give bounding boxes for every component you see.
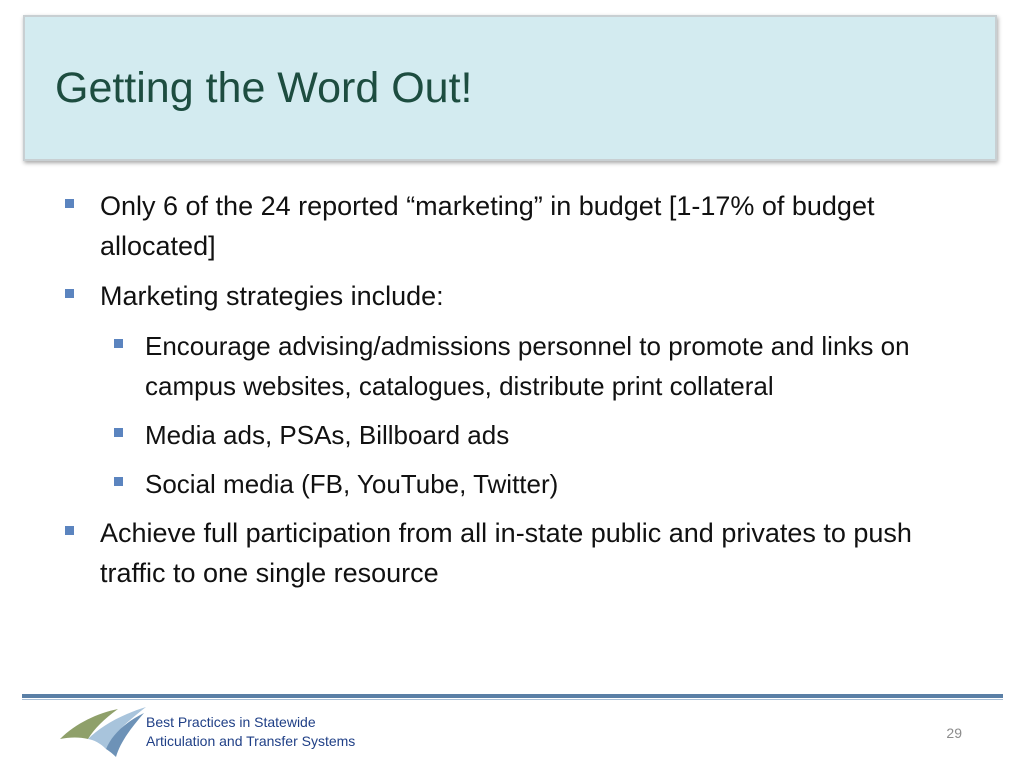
bullet-text: Encourage advising/admissions personnel to promote and links on campus websites, catalogues, distribute print collateral — [145, 331, 910, 401]
square-bullet-icon — [114, 339, 123, 348]
sub-bullet-item — [62, 415, 962, 455]
bullet-item — [62, 186, 962, 266]
page-number: 29 — [946, 725, 962, 741]
bullet-list — [62, 186, 962, 603]
square-bullet-icon — [114, 477, 123, 486]
footer-line-2: Articulation and Transfer Systems — [146, 733, 356, 749]
bullet-text: Achieve full participation from all in-state public and privates to push traffic to one single resource — [100, 518, 912, 588]
slide-title: Getting the Word Out! — [55, 64, 473, 112]
sub-bullet-item — [62, 326, 962, 406]
bullet-item — [62, 513, 962, 593]
bullet-text: Only 6 of the 24 reported “marketing” in budget [1-17% of budget allocated] — [100, 191, 875, 261]
bullet-item — [62, 276, 962, 316]
footer-divider — [22, 694, 1003, 698]
footer-line-1: Best Practices in Statewide — [146, 714, 316, 730]
bird-logo-icon — [58, 703, 148, 759]
bullet-text: Marketing strategies include: — [100, 281, 444, 311]
footer-divider-thin — [22, 699, 1003, 700]
square-bullet-icon — [65, 199, 74, 208]
bullet-text: Media ads, PSAs, Billboard ads — [145, 420, 510, 450]
sub-bullet-item — [62, 464, 962, 504]
footer-organization — [146, 713, 355, 751]
square-bullet-icon — [65, 526, 74, 535]
square-bullet-icon — [65, 289, 74, 298]
title-box — [23, 15, 997, 161]
bullet-text: Social media (FB, YouTube, Twitter) — [145, 469, 559, 499]
square-bullet-icon — [114, 428, 123, 437]
